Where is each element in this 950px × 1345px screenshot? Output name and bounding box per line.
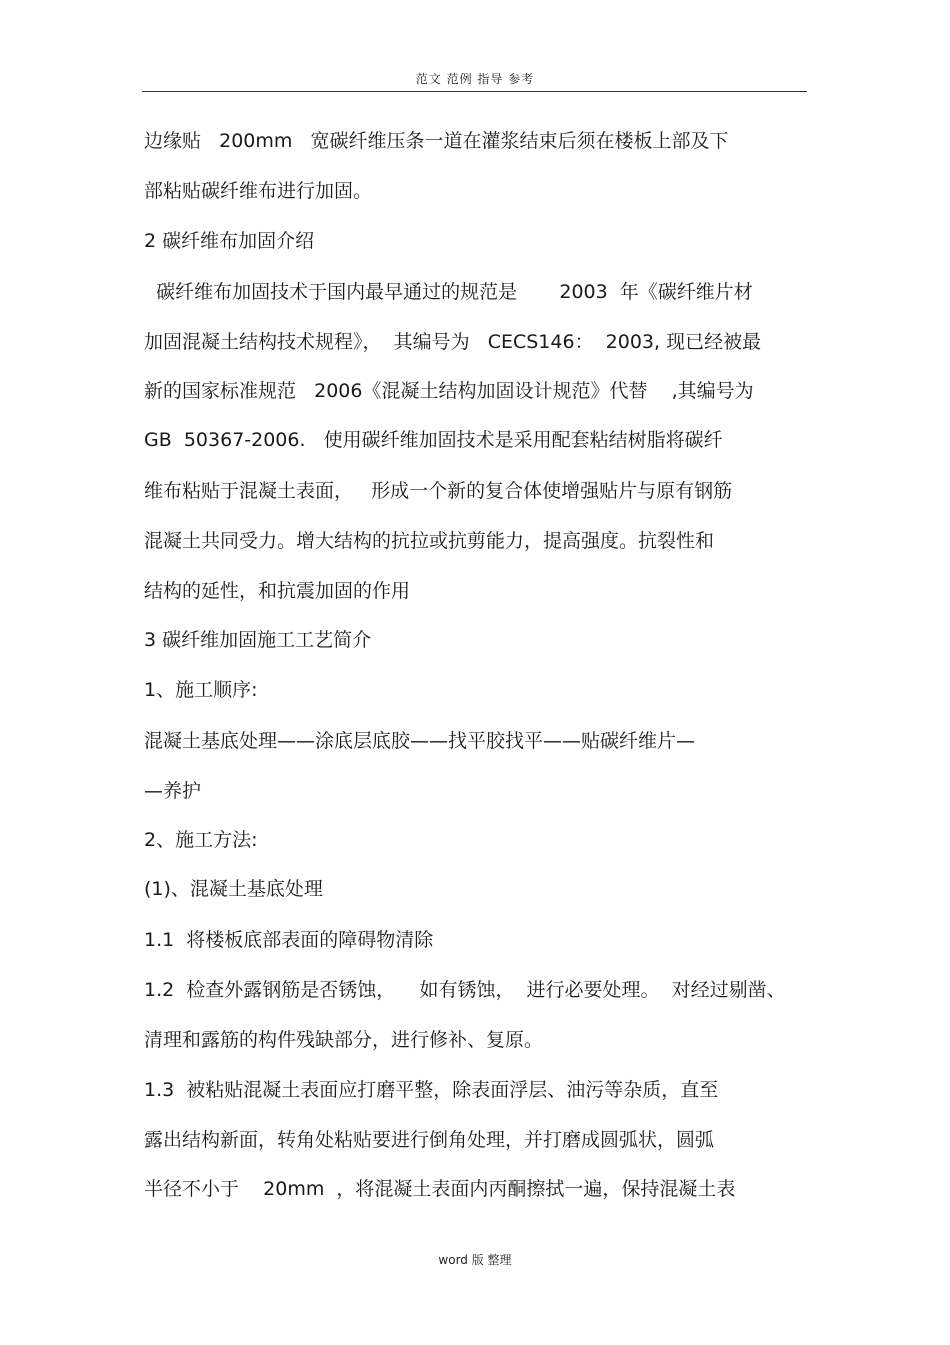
body-line: 混凝土共同受力。增大结构的抗拉或抗剪能力，提高强度。抗裂性和 bbox=[144, 530, 715, 552]
header-rule bbox=[142, 91, 807, 92]
body-line: 维布粘贴于混凝土表面， 形成一个新的复合体使增强贴片与原有钢筋 bbox=[144, 480, 733, 502]
body-line: 混凝土基底处理——涂底层底胶——找平胶找平——贴碳纤维片— bbox=[144, 730, 696, 752]
body-line: 部粘贴碳纤维布进行加固。 bbox=[144, 180, 373, 202]
page-footer: word 版 整理 bbox=[438, 1253, 512, 1267]
body-line: 1、施工顺序: bbox=[144, 679, 258, 701]
body-line: 新的国家标准规范 2006《混凝土结构加固设计规范》代替 ,其编号为 bbox=[144, 380, 754, 402]
body-line: (1)、混凝土基底处理 bbox=[144, 878, 323, 900]
body-line: —养护 bbox=[144, 780, 202, 802]
body-line: 碳纤维布加固技术于国内最早通过的规范是 2003 年《碳纤维片材 bbox=[144, 281, 753, 303]
body-line: 1.3 被粘贴混凝土表面应打磨平整，除表面浮层、油污等杂质，直至 bbox=[144, 1079, 719, 1101]
page-header: 范文 范例 指导 参考 bbox=[415, 72, 535, 86]
body-line: 1.1 将楼板底部表面的障碍物清除 bbox=[144, 929, 434, 951]
body-line: 露出结构新面，转角处粘贴要进行倒角处理，并打磨成圆弧状，圆弧 bbox=[144, 1129, 715, 1151]
body-line: 边缘贴 200mm 宽碳纤维压条一道在灌浆结束后须在楼板上部及下 bbox=[144, 130, 729, 152]
body-line: GB 50367-2006. 使用碳纤维加固技术是采用配套粘结树脂将碳纤 bbox=[144, 429, 723, 451]
body-line: 结构的延性，和抗震加固的作用 bbox=[144, 580, 411, 602]
section-heading: 2 碳纤维布加固介绍 bbox=[144, 230, 315, 252]
section-heading: 3 碳纤维加固施工工艺简介 bbox=[144, 629, 372, 651]
body-line: 加固混凝土结构技术规程》， 其编号为 CECS146： 2003, 现已经被最 bbox=[144, 331, 762, 353]
body-line: 半径不小于 20mm ，将混凝土表面内丙酮擦拭一遍，保持混凝土表 bbox=[144, 1178, 736, 1200]
body-line: 清理和露筋的构件残缺部分，进行修补、复原。 bbox=[144, 1029, 544, 1051]
body-line: 1.2 检查外露钢筋是否锈蚀， 如有锈蚀， 进行必要处理。 对经过剔凿、 bbox=[144, 979, 786, 1001]
body-line: 2、施工方法: bbox=[144, 829, 258, 851]
